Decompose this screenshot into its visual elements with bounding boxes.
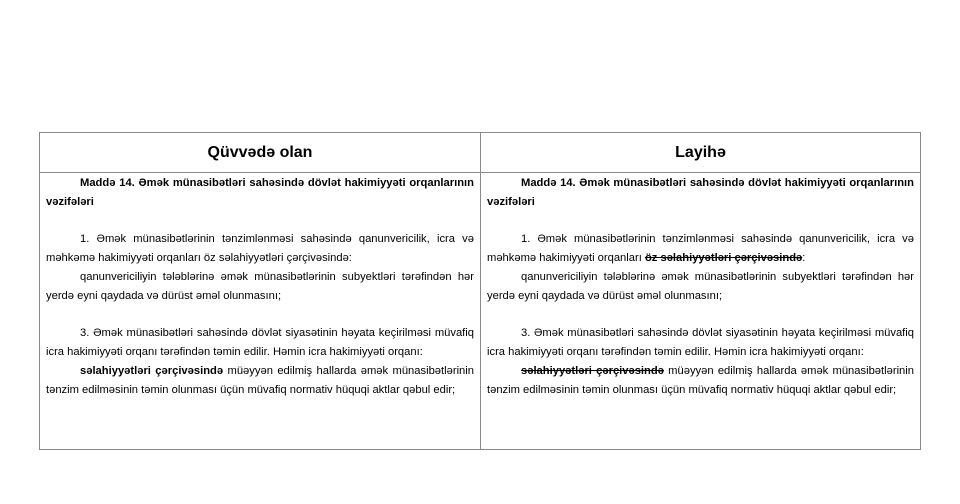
spacer <box>46 306 474 325</box>
paragraph-1 <box>487 230 914 268</box>
header-current: Qüvvədə olan <box>40 133 481 173</box>
spacer <box>487 212 914 231</box>
paragraph-1-item: qanunvericiliyin tələblərinə əmək münasibətlərinin subyektləri tərəfindən hər yerdə eyni qaydada və dürüst əməl olunmasını; <box>487 270 914 302</box>
header-draft: Layihə <box>481 133 920 173</box>
comparison-table <box>39 132 921 450</box>
paragraph-3: 3. Əmək münasibətləri sahəsində dövlət siyasətinin həyata keçirilməsi müvafiq icra hakimiyyəti orqanı tərəfindən təmin edilir. Həmin icra hakimiyyəti orqanı: <box>46 327 474 359</box>
article-title: Maddə 14. Əmək münasibətləri sahəsində dövlət hakimiyyəti orqanlarının vəzifələri <box>46 177 474 208</box>
spacer <box>487 306 914 325</box>
paragraph-3-item-rest: müəyyən edilmiş hallarda əmək münasibətlərinin tənzim edilməsinin təmin olunması üçün müvafiq normativ hüquqi aktlar qəbul edir; <box>487 364 914 396</box>
deleted-phrase: öz səlahiyyətləri çərçivəsində <box>644 252 803 265</box>
draft-text-cell <box>481 173 920 449</box>
paragraph-3-item-rest: müəyyən edilmiş hallarda əmək münasibətlərinin tənzim edilməsinin təmin olunması üçün müvafiq normativ hüquqi aktlar qəbul edir; <box>46 364 474 396</box>
deleted-phrase: səlahiyyətləri çərçivəsində <box>521 364 664 377</box>
paragraph-1-start: 1. Əmək münasibətlərinin tənzimlənməsi sahəsində qanunvericilik, icra və məhkəmə hakimiyyəti orqanları <box>487 233 914 265</box>
paragraph-3: 3. Əmək münasibətləri sahəsində dövlət siyasətinin həyata keçirilməsi müvafiq icra hakimiyyəti orqanı tərəfindən təmin edilir. Həmin icra hakimiyyəti orqanı: <box>487 327 914 359</box>
paragraph-3-item <box>487 362 914 400</box>
paragraph-1-item: qanunvericiliyin tələblərinə əmək münasibətlərinin subyektləri tərəfindən hər yerdə eyni qaydada və dürüst əməl olunmasını; <box>46 270 474 302</box>
current-text-cell <box>40 173 481 449</box>
paragraph-1: 1. Əmək münasibətlərinin tənzimlənməsi sahəsində qanunvericilik, icra və məhkəmə hakimiyyəti orqanları öz səlahiyyətləri çərçivəsində: <box>46 233 474 265</box>
authority-phrase: səlahiyyətləri çərçivəsində <box>80 364 224 377</box>
paragraph-3-item <box>46 362 474 400</box>
paragraph-1-end: : <box>802 252 806 265</box>
spacer <box>46 212 474 231</box>
article-title: Maddə 14. Əmək münasibətləri sahəsində dövlət hakimiyyəti orqanlarının vəzifələri <box>487 177 914 208</box>
